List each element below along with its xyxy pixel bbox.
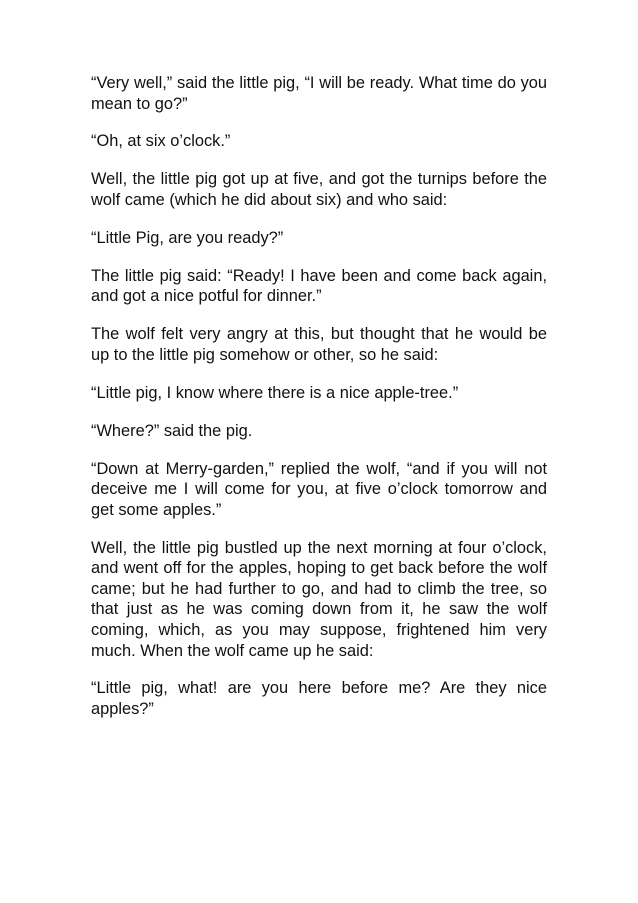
paragraph-8: “Where?” said the pig. [91,421,253,440]
paragraph-2: “Oh, at six o’clock.” [91,132,231,151]
document-page [91,73,547,720]
paragraph-5: The little pig said: “Ready! I have been and come back again, and got a nice potful for dinner.” [91,266,547,306]
paragraph-7: “Little pig, I know where there is a nice apple-tree.” [91,383,459,402]
paragraph-3: Well, the little pig got up at five, and got the turnips before the wolf came (which he did about six) and who said: [91,170,547,209]
paragraph-9: “Down at Merry-garden,” replied the wolf, “and if you will not deceive me I will come for you, at five o’clock tomorrow and get some apples.” [91,459,547,519]
paragraph-11: “Little pig, what! are you here before me? Are they nice apples?” [91,679,547,719]
paragraph-4: “Little Pig, are you ready?” [91,228,284,247]
paragraph-10: Well, the little pig bustled up the next morning at four o’clock, and went off for the apples, hoping to get back before the wolf came; but he had further to go, and had to climb the tree, so that just as he was coming down from it, he saw the wolf coming, which, as you may suppose, frightened him very much. When the wolf came up he said: [91,538,547,660]
paragraph-6: The wolf felt very angry at this, but thought that he would be up to the little pig somehow or other, so he said: [91,325,547,364]
paragraph-1: “Very well,” said the little pig, “I will be ready. What time do you mean to go?” [91,74,547,113]
